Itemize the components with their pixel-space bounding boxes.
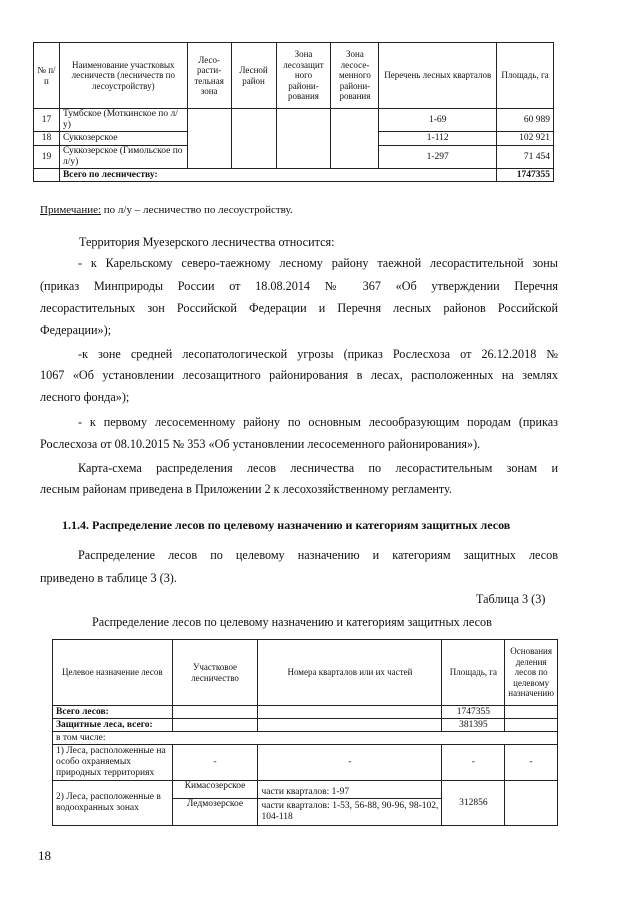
quarters-cell: - (258, 745, 442, 781)
total-forests-value: 1747355 (442, 706, 505, 719)
header-cell: № п/п (34, 43, 60, 109)
table-header-row (53, 640, 558, 706)
district-cell: - (172, 745, 258, 781)
forestry-table (33, 42, 554, 182)
empty-cell (231, 109, 276, 169)
quarters-cell: 1-112 (379, 132, 497, 146)
total-forests-label: Всего лесов: (53, 706, 173, 719)
table-row (34, 109, 554, 132)
header-cell: Зона лесозащит ного райони-рования (276, 43, 331, 109)
note (40, 204, 293, 216)
header-cell: Наименование участковых лесничеств (лесничеств по лесоустройству) (59, 43, 187, 109)
protective-value: 381395 (442, 719, 505, 732)
table-caption: Таблица 3 (3) (476, 592, 546, 606)
table-row (53, 781, 558, 799)
area-cell: 60 989 (497, 109, 554, 132)
header-cell: Участковое лесничество (172, 640, 258, 706)
category-label: 1) Леса, расположенные на особо охраняемых природных территориях (53, 745, 173, 781)
header-cell: Перечень лесных кварталов (379, 43, 497, 109)
item1-line1: - к Карельскому северо-таежному лесному району таежной лесорастительной зоны (78, 256, 558, 270)
district-name: Суккозерское (59, 132, 187, 146)
header-cell: Номера кварталов или их частей (258, 640, 442, 706)
item3-line1: - к первому лесосеменному району по основным лесообразующим породам (приказ (78, 415, 558, 429)
empty-cell (276, 109, 331, 169)
section-heading: 1.1.4. Распределение лесов по целевому назначению и категориям защитных лесов (62, 518, 511, 532)
area-cell: 102 921 (497, 132, 554, 146)
header-cell: Лесо-расти-тельная зона (187, 43, 231, 109)
quarters-cell: части кварталов: 1-97 (258, 781, 442, 799)
basis-cell: - (505, 745, 558, 781)
item1-line2: (приказ Минприроды России от 18.08.2014 № 367 «Об утверждении Перечня (40, 279, 558, 293)
row-number: 19 (34, 146, 60, 169)
empty-cell (331, 109, 379, 169)
table-row (53, 732, 558, 745)
header-cell: Площадь, га (442, 640, 505, 706)
district-cell: Кимасозерское (172, 781, 258, 799)
item4-line1: Карта-схема распределения лесов лесничества по лесорастительным зонам и (78, 461, 558, 475)
total-value: 1747355 (497, 169, 554, 182)
table-row (53, 706, 558, 719)
protective-label: Защитные леса, всего: (53, 719, 173, 732)
item2-line3: лесного фонда»); (40, 390, 130, 404)
item2-line2: 1067 «Об установлении лесозащитного районирования в лесах, расположенных на землях (40, 368, 558, 382)
category-label: 2) Леса, расположенные в водоохранных зонах (53, 781, 173, 826)
empty-cell (172, 719, 258, 732)
empty-cell (34, 169, 60, 182)
table-header-row (34, 43, 554, 109)
header-cell: Зона лесосе-менного райони-рования (331, 43, 379, 109)
empty-cell (258, 706, 442, 719)
empty-cell (258, 719, 442, 732)
quarters-cell: 1-297 (379, 146, 497, 169)
district-name: Суккозерское (Гимольское по л/у) (59, 146, 187, 169)
item1-line3: лесорастительных зон Российской Федерации и Перечня лесных районов Российской (40, 301, 558, 315)
total-label: Всего по лесничеству: (59, 169, 496, 182)
empty-cell (172, 706, 258, 719)
empty-cell (187, 109, 231, 169)
item2-line1: -к зоне средней лесопатологической угрозы (приказ Рослесхоза от 26.12.2018 № (78, 347, 558, 361)
district-cell: Ледмозерское (172, 799, 258, 826)
table-row (53, 745, 558, 781)
empty-cell (505, 706, 558, 719)
empty-cell (505, 781, 558, 826)
page-number: 18 (38, 848, 51, 863)
protective-forests-table (52, 639, 558, 826)
note-label: Примечание: (40, 204, 102, 216)
header-cell: Лесной район (231, 43, 276, 109)
district-name: Тумбское (Моткинское по л/у) (59, 109, 187, 132)
area-cell: 312856 (442, 781, 505, 826)
total-row (34, 169, 554, 182)
row-number: 18 (34, 132, 60, 146)
empty-cell (505, 719, 558, 732)
item4-line2: лесным районам приведена в Приложении 2 к лесохозяйственному регламенту. (40, 482, 452, 496)
area-cell: - (442, 745, 505, 781)
quarters-cell: части кварталов: 1-53, 56-88, 90-96, 98-102, 104-118 (258, 799, 442, 826)
item3-line2: Рослесхоза от 08.10.2015 № 353 «Об установлении лесосеменного районирования»). (40, 437, 481, 451)
table-title: Распределение лесов по целевому назначению и категориям защитных лесов (92, 615, 492, 629)
quarters-cell: 1-69 (379, 109, 497, 132)
header-cell: Основания деления лесов по целевому назначению (505, 640, 558, 706)
header-cell: Площадь, га (497, 43, 554, 109)
section-para-line2: приведено в таблице 3 (3). (40, 571, 177, 585)
header-cell: Целевое назначение лесов (53, 640, 173, 706)
note-text: по л/у – лесничество по лесоустройству. (101, 204, 293, 216)
item1-line4: Федерации»); (40, 323, 112, 337)
section-para-line1: Распределение лесов по целевому назначению и категориям защитных лесов (78, 548, 558, 562)
row-number: 17 (34, 109, 60, 132)
table-row (53, 719, 558, 732)
area-cell: 71 454 (497, 146, 554, 169)
intro-text: Территория Муезерского лесничества относится: (79, 235, 335, 249)
including-label: в том числе: (53, 732, 558, 745)
